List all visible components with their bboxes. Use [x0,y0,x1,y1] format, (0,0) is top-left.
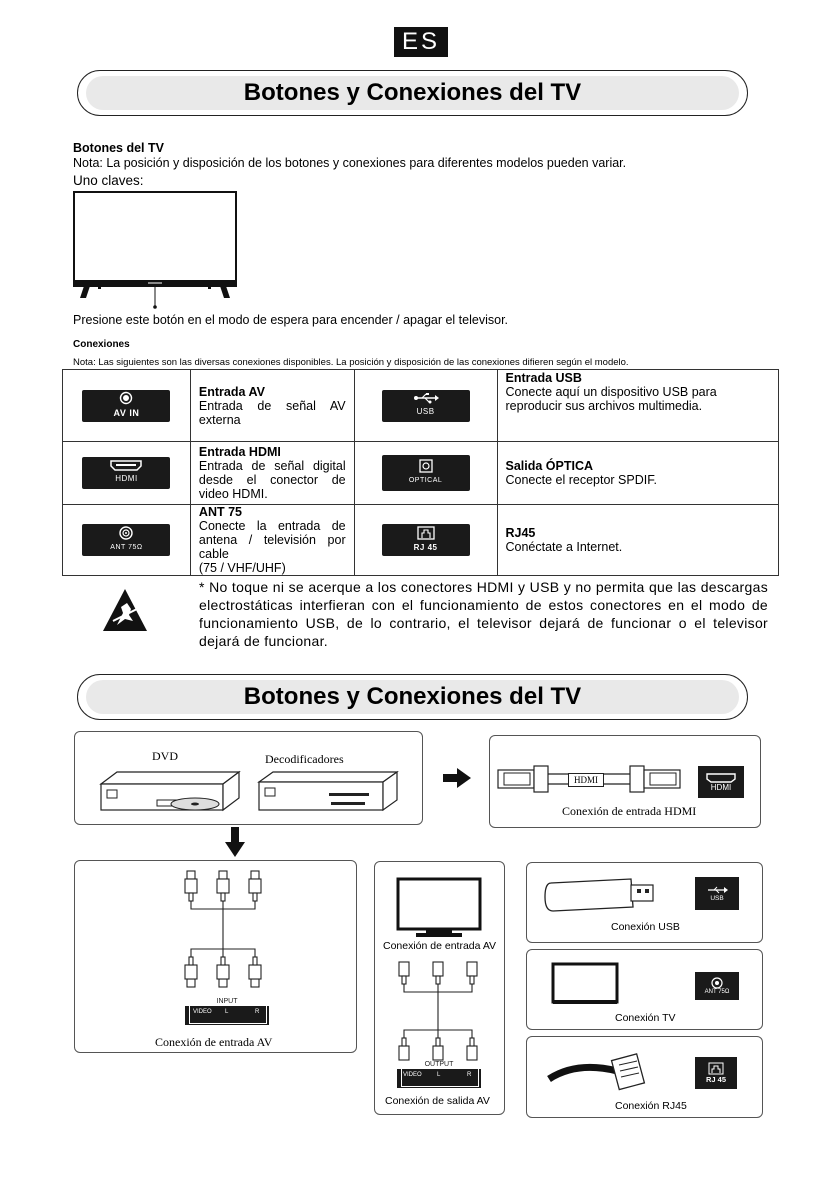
hdmi-caption: Conexión de entrada HDMI [562,804,697,818]
power-button-instruction: Presione este botón en el modo de espera para encender / apagar el televisor. [73,313,509,327]
tv-illustration [72,190,242,310]
description-cell [497,505,779,576]
antenna-port-badge: ANT 75Ω [695,972,739,1000]
hdmi-port-icon: HDMI [82,457,170,489]
jack-label: R [467,1072,472,1078]
av-input-jack-panel [185,999,269,1025]
usb-input-desc: Conecte aquí un dispositivo USB para reproducir sus archivos multimedia. [505,385,717,413]
hdmi-connection-panel [489,735,761,828]
tv-icon [551,962,621,1008]
ethernet-cable-icon [547,1049,651,1097]
jack-label: VIDEO [403,1072,422,1078]
tv-monitor-icon [396,877,482,939]
usb-port-icon: USB [382,390,470,422]
av-output-label: OUTPUT [397,1061,481,1069]
section-title-2: Botones y Conexiones del TV [243,683,582,710]
rca-cables-icon [175,869,271,989]
description-cell [190,442,354,505]
icon-cell [354,370,497,442]
rj45-title: RJ45 [505,526,536,540]
icon-cell [63,505,191,576]
jack-label: L [437,1072,441,1078]
av-output-jack-panel [397,1062,481,1088]
usb-port-badge: USB [695,877,739,910]
arrow-down-icon [225,827,245,857]
table-row [63,442,779,505]
antenna-spec: (75 / VHF/UHF) [198,561,286,575]
jack-label: R [255,1009,260,1015]
decoder-label: Decodificadores [265,752,344,766]
description-cell [190,370,354,442]
optical-output-title: Salida ÓPTICA [505,459,594,473]
av-input-caption: Conexión de entrada AV [155,1035,273,1049]
av-input-desc: Entrada de señal AV externa [198,398,346,427]
hdmi-port-badge: HDMI [698,766,744,798]
rca-output-cables-icon [393,960,485,1064]
hdmi-cable-label: HDMI [568,773,604,787]
tv-caption: Conexión TV [615,1012,676,1024]
av-output-panel [374,861,505,1115]
buttons-note: Nota: La posición y disposición de los botones y conexiones para diferentes modelos pueden variar. [73,156,627,170]
av-output-caption: Conexión de salida AV [385,1095,490,1107]
hdmi-input-title: Entrada HDMI [198,445,281,459]
description-cell [497,442,779,505]
jack-label: L [225,1009,229,1015]
usb-stick-icon [543,875,655,915]
rj45-caption: Conexión RJ45 [615,1100,687,1112]
usb-input-title: Entrada USB [505,371,582,385]
rj45-port-badge: RJ 45 [695,1057,737,1089]
rj45-connection-panel [526,1036,763,1118]
buttons-heading: Botones del TV [73,141,164,155]
icon-cell [354,442,497,505]
hdmi-input-desc: Entrada de señal digital desde el conector de video HDMI. [198,459,346,501]
connections-table [62,369,779,576]
source-devices-panel [74,731,423,825]
arrow-right-icon [443,768,471,788]
av-input-label: INPUT [185,998,269,1006]
section-title-banner-2 [77,674,748,720]
language-badge: ES [394,27,448,57]
dvd-player-icon [97,766,417,822]
table-row [63,370,779,442]
icon-cell [63,442,191,505]
table-row [63,505,779,576]
av-in-port-icon: AV IN [82,390,170,422]
optical-port-icon: OPTICAL [382,455,470,491]
antenna-port-icon: ANT 75Ω [82,524,170,556]
connections-note: Nota: Las siguientes son las diversas conexiones disponibles. La posición y disposición de las conexiones difieren según el modelo. [73,357,629,368]
tv-av-input-caption: Conexión de entrada AV [383,940,497,952]
description-cell [497,370,779,442]
tv-connection-panel [526,949,763,1030]
usb-connection-panel [526,862,763,943]
icon-cell [354,505,497,576]
rj45-desc: Conéctate a Internet. [505,540,623,554]
antenna-title: ANT 75 [198,505,242,519]
icon-cell [63,370,191,442]
keys-label: Uno claves: [73,173,144,188]
connections-heading: Conexiones [73,339,130,350]
optical-output-desc: Conecte el receptor SPDIF. [505,473,657,487]
av-input-panel [74,860,357,1053]
jack-label: VIDEO [193,1009,212,1015]
section-title-banner [77,70,748,116]
av-input-title: Entrada AV [198,384,265,399]
usb-caption: Conexión USB [611,921,680,933]
esd-warning-text: * No toque ni se acerque a los conectores HDMI y USB y no permita que las descargas electrostáticas interfieran con el funcionamiento de estos conectores en el modo de funcionamiento USB, de lo contrario, el televisor dejará de funcionar o el televisor dejará de funcionar. [199,579,768,649]
rj45-port-icon: RJ 45 [382,524,470,556]
antenna-desc: Conecte la entrada de antena / televisión por cable [198,519,346,561]
esd-warning-icon [101,587,149,633]
section-title: Botones y Conexiones del TV [243,79,582,106]
description-cell [190,505,354,576]
dvd-label: DVD [152,749,178,763]
